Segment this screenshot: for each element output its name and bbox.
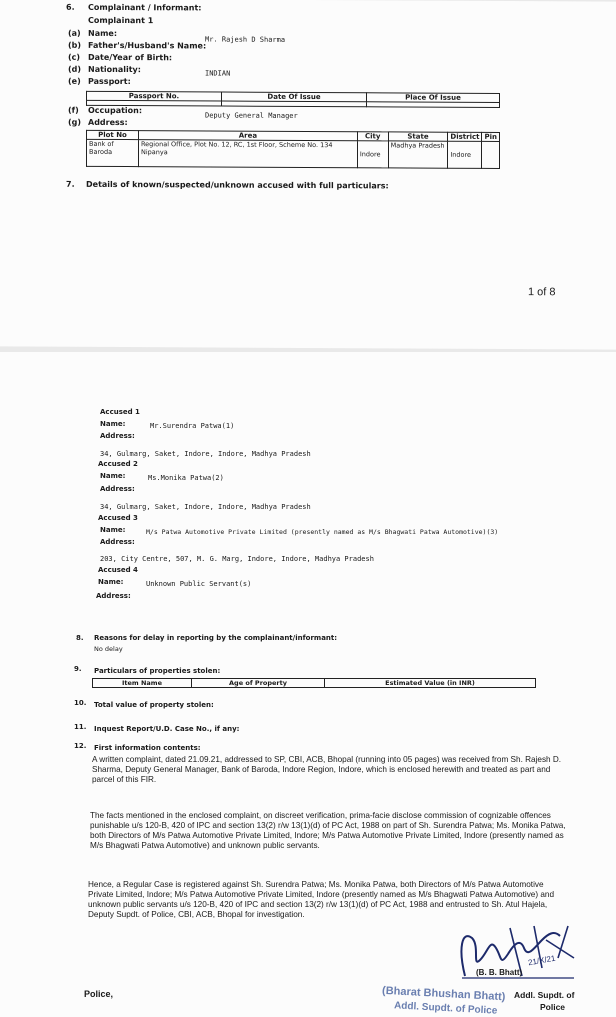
address-header: State bbox=[388, 132, 448, 141]
signatory-initials: (B. B. Bhatt) bbox=[476, 968, 523, 977]
accused-name: M/s Patwa Automotive Private Limited (presently named as M/s Bhagwati Patwa Automotive)(3) bbox=[146, 528, 499, 536]
field-label-a: (a) bbox=[68, 28, 81, 38]
page-number: 1 of 8 bbox=[528, 286, 556, 299]
section-title: Inquest Report/U.D. Case No., if any: bbox=[94, 725, 240, 733]
accused-name: Ms.Monika Patwa(2) bbox=[148, 474, 224, 482]
section-number: 10. bbox=[74, 699, 87, 707]
section-title: Complainant / Informant: bbox=[88, 2, 202, 13]
field-name-f: Occupation: bbox=[88, 105, 143, 116]
handwritten-signature bbox=[450, 918, 590, 988]
accused-heading: Accused 1 bbox=[100, 408, 140, 416]
section-number: 12. bbox=[74, 742, 87, 750]
accused-name-label: Name: bbox=[100, 526, 126, 534]
address-header: Plot No bbox=[87, 130, 139, 139]
field-label-e: (e) bbox=[68, 76, 81, 86]
signature-date: 21/X/21 bbox=[527, 953, 557, 968]
stolen-property-table bbox=[92, 678, 536, 688]
police-label: Police, bbox=[84, 989, 114, 999]
field-label-f: (f) bbox=[68, 105, 79, 115]
address-header: District bbox=[448, 132, 482, 141]
accused-address: 34, Gulmarg, Saket, Indore, Indore, Madhya Pradesh bbox=[100, 503, 311, 511]
fir-paragraph-3: Hence, a Regular Case is registered against Sh. Surendra Patwa; Ms. Monika Patwa, both Directors of M/s Patwa Automotive Private Limited, Indore; M/s Patwa Automotive Private Limited, Indore (presently named as M/s Bhagwati Patwa Automotive) and unknown public servants u/s 120-B, 420 of IPC and section 13(2) r/w 13(1)(d) of PC Act, 1988 and entrusted to Sh. Atul Hajela, Deputy Supdt. of Police, CBI, ACB, Bhopal for investigation. bbox=[88, 880, 554, 919]
delay-reason: No delay bbox=[94, 645, 123, 653]
passport-header: Passport No. bbox=[87, 91, 222, 101]
accused-name-label: Name: bbox=[100, 472, 126, 480]
field-label-c: (c) bbox=[68, 52, 81, 62]
field-name-e: Passport: bbox=[88, 76, 131, 87]
accused-name: Unknown Public Servant(s) bbox=[146, 580, 252, 588]
section-number: 8. bbox=[76, 634, 84, 642]
passport-table bbox=[86, 91, 500, 108]
section-title: Reasons for delay in reporting by the complainant/informant: bbox=[94, 634, 338, 642]
section-number: 6. bbox=[66, 2, 75, 12]
section-number: 11. bbox=[74, 723, 87, 731]
complainant-heading: Complainant 1 bbox=[88, 15, 154, 26]
field-name-g: Address: bbox=[88, 117, 128, 128]
property-header: Age of Property bbox=[192, 679, 325, 688]
fir-page-2 bbox=[0, 352, 616, 1017]
fir-page-1 bbox=[0, 0, 616, 350]
accused-name-label: Name: bbox=[98, 578, 124, 586]
property-header: Estimated Value (in INR) bbox=[325, 679, 536, 688]
address-header: Pin bbox=[482, 132, 500, 141]
occupation-value: Deputy General Manager bbox=[205, 111, 298, 120]
field-label-g: (g) bbox=[68, 117, 82, 127]
accused-name-label: Name: bbox=[100, 420, 126, 428]
field-name-a: Name: bbox=[88, 28, 118, 39]
property-header: Item Name bbox=[93, 679, 192, 688]
address-city: Indore bbox=[357, 141, 388, 168]
accused-heading: Accused 3 bbox=[98, 514, 138, 522]
field-label-b: (b) bbox=[68, 40, 82, 50]
address-state: Madhya Pradesh bbox=[388, 141, 448, 168]
fir-paragraph-2: The facts mentioned in the enclosed complaint, on discreet verification, prima-facie disclose commission of cognizable offences punishable u/s 120-B, 420 of IPC and section 13(2) r/w 13(1)(d) of PC Act, 1988 on part of Sh. Surendra Patwa; Ms. Monika Patwa, both Directors of M/s Patwa Automotive Private Limited, Indore; M/s Patwa Automotive Private Limited, Indore (presently named as M/s Bhagwati Patwa Automotive) and unknown public servants. bbox=[90, 811, 566, 850]
official-stamp-name: (Bharat Bhushan Bhatt) bbox=[381, 984, 506, 1004]
accused-heading: Accused 4 bbox=[98, 566, 138, 574]
accused-address-label: Address: bbox=[96, 592, 131, 600]
official-stamp-title: Addl. Supdt. of Police bbox=[393, 1000, 498, 1017]
address-header: City bbox=[357, 132, 388, 141]
signatory-title-line-2: Police bbox=[540, 1002, 566, 1012]
section-title: First information contents: bbox=[94, 744, 201, 752]
address-plot: Bank of Baroda bbox=[87, 139, 139, 166]
address-header: Area bbox=[138, 131, 357, 141]
address-pin bbox=[482, 141, 500, 168]
passport-header: Place Of Issue bbox=[367, 93, 500, 103]
address-district: Indore bbox=[448, 141, 482, 168]
accused-address-label: Address: bbox=[100, 432, 135, 440]
section-number: 7. bbox=[66, 179, 75, 189]
nationality-value: INDIAN bbox=[205, 69, 231, 78]
field-name-c: Date/Year of Birth: bbox=[88, 52, 173, 63]
section-title: Details of known/suspected/unknown accused with full particulars: bbox=[86, 179, 389, 191]
accused-address: 203, City Centre, 507, M. G. Marg, Indore, Indore, Madhya Pradesh bbox=[100, 555, 374, 563]
section-title: Total value of property stolen: bbox=[94, 701, 214, 709]
accused-address: 34, Gulmarg, Saket, Indore, Indore, Madhya Pradesh bbox=[100, 450, 311, 458]
signatory-title-line-1: Addl. Supdt. of bbox=[514, 990, 575, 1000]
accused-address-label: Address: bbox=[100, 538, 135, 546]
accused-heading: Accused 2 bbox=[98, 460, 138, 468]
section-number: 9. bbox=[74, 665, 82, 673]
complainant-name-value: Mr. Rajesh D Sharma bbox=[205, 35, 286, 44]
accused-name: Mr.Surendra Patwa(1) bbox=[150, 422, 235, 430]
address-area: Regional Office, Plot No. 12, RC, 1st Floor, Scheme No. 134 Nipanya bbox=[138, 140, 357, 168]
section-title: Particulars of properties stolen: bbox=[94, 667, 221, 675]
passport-header: Date Of Issue bbox=[222, 92, 367, 102]
accused-address-label: Address: bbox=[100, 485, 135, 493]
fir-paragraph-1: A written complaint, dated 21.09.21, addressed to SP, CBI, ACB, Bhopal (running into 05 pages) was received from Sh. Rajesh D. Sharma, Deputy General Manager, Bank of Baroda, Indore Region, Indore, which is enclosed herewith and treated as part and parcel of this FIR. bbox=[92, 755, 562, 784]
field-name-b: Father's/Husband's Name: bbox=[88, 40, 207, 51]
field-name-d: Nationality: bbox=[88, 64, 141, 75]
field-label-d: (d) bbox=[68, 64, 82, 74]
address-table bbox=[86, 130, 500, 169]
